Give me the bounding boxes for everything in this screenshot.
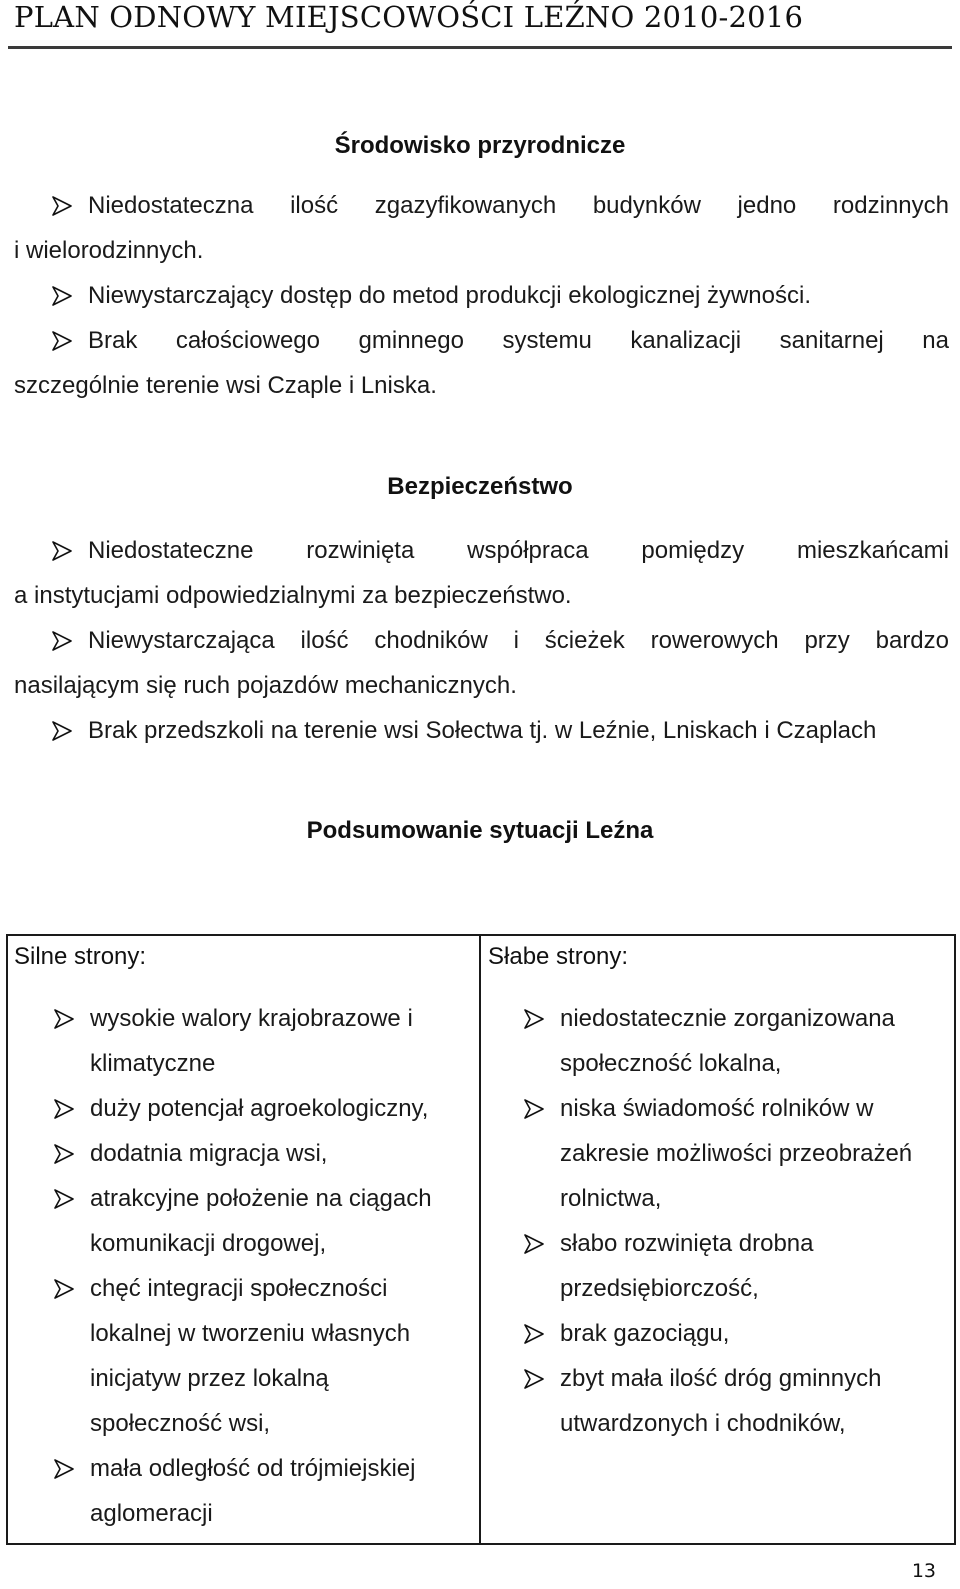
list-item-text: brak gazociągu, bbox=[560, 1320, 730, 1347]
list-item bbox=[522, 1356, 952, 1446]
section-heading-podsumowanie: Podsumowanie sytuacji Leźna bbox=[306, 817, 654, 844]
list-item-text: komunikacji drogowej, bbox=[90, 1230, 327, 1257]
arrow-bullet-icon bbox=[50, 528, 74, 573]
list-item bbox=[522, 1311, 952, 1356]
strengths-header: Silne strony: bbox=[14, 943, 147, 970]
header-divider bbox=[8, 46, 952, 49]
list-item-text: przedsiębiorczość, bbox=[560, 1275, 759, 1302]
list-item-continuation: a instytucjami odpowiedzialnymi za bezpieczeństwo. bbox=[14, 582, 572, 609]
document-title: PLAN ODNOWY MIEJSCOWOŚCI LEŹNO 2010-2016 bbox=[14, 0, 804, 34]
list-item-text: inicjatyw przez lokalną bbox=[90, 1365, 329, 1392]
list-item-text: mała odległość od trójmiejskiej bbox=[90, 1455, 416, 1482]
list-item bbox=[52, 996, 472, 1086]
list-item-text: rolnictwa, bbox=[560, 1185, 662, 1212]
list-item-continuation: i wielorodzinnych. bbox=[14, 237, 204, 264]
arrow-bullet-icon bbox=[522, 1086, 546, 1131]
list-item-text: społeczność lokalna, bbox=[560, 1050, 782, 1077]
list-item-text: chęć integracji społeczności bbox=[90, 1275, 388, 1302]
arrow-bullet-icon bbox=[50, 273, 74, 318]
swot-table bbox=[6, 934, 956, 1545]
list-item bbox=[50, 273, 950, 318]
list-item bbox=[52, 1131, 472, 1176]
weaknesses-list bbox=[522, 996, 952, 1446]
arrow-bullet-icon bbox=[50, 708, 74, 753]
list-item-text: atrakcyjne położenie na ciągach bbox=[90, 1185, 432, 1212]
list-item bbox=[14, 183, 950, 273]
list-item bbox=[522, 996, 952, 1086]
page-header bbox=[0, 0, 960, 48]
arrow-bullet-icon bbox=[52, 1446, 76, 1491]
strengths-list bbox=[52, 996, 472, 1536]
section-heading-bezpieczenstwo: Bezpieczeństwo bbox=[387, 473, 573, 500]
list-item-text: Niedostateczne rozwinięta współpraca pomiędzy mieszkańcami bbox=[88, 537, 949, 564]
list-item-text: Niewystarczająca ilość chodników i ścieżek rowerowych przy bardzo bbox=[88, 627, 949, 654]
list-item-text: Niewystarczający dostęp do metod produkcji ekologicznej żywności. bbox=[88, 282, 811, 309]
list-item-text: słabo rozwinięta drobna bbox=[560, 1230, 814, 1257]
column-divider bbox=[479, 936, 481, 1543]
arrow-bullet-icon bbox=[52, 1266, 76, 1311]
list-item bbox=[14, 618, 950, 708]
list-item-text: lokalnej w tworzeniu własnych bbox=[90, 1320, 411, 1347]
arrow-bullet-icon bbox=[50, 183, 74, 228]
list-item-text: utwardzonych i chodników, bbox=[560, 1410, 846, 1437]
list-item-text: Niedostateczna ilość zgazyfikowanych budynków jedno rodzinnych bbox=[88, 192, 949, 219]
list-item bbox=[52, 1266, 472, 1446]
list-item-text: duży potencjał agroekologiczny, bbox=[90, 1095, 429, 1122]
list-item bbox=[52, 1446, 472, 1536]
list-item bbox=[50, 708, 950, 753]
arrow-bullet-icon bbox=[50, 318, 74, 363]
list-item bbox=[14, 318, 950, 408]
list-item-text: społeczność wsi, bbox=[90, 1410, 271, 1437]
arrow-bullet-icon bbox=[50, 618, 74, 663]
list-item-continuation: szczególnie terenie wsi Czaple i Lniska. bbox=[14, 372, 437, 399]
list-item-text: Brak przedszkoli na terenie wsi Sołectwa tj. w Leźnie, Lniskach i Czaplach bbox=[88, 717, 877, 744]
list-item-text: zbyt mała ilość dróg gminnych bbox=[560, 1365, 882, 1392]
arrow-bullet-icon bbox=[52, 996, 76, 1041]
list-item-text: aglomeracji bbox=[90, 1500, 213, 1527]
page-number: 13 bbox=[911, 1560, 936, 1582]
list-item bbox=[522, 1221, 952, 1311]
arrow-bullet-icon bbox=[52, 1086, 76, 1131]
list-item-text: niedostatecznie zorganizowana bbox=[560, 1005, 895, 1032]
arrow-bullet-icon bbox=[522, 1311, 546, 1356]
weaknesses-header: Słabe strony: bbox=[488, 943, 629, 970]
list-item-text: zakresie możliwości przeobrażeń bbox=[560, 1140, 913, 1167]
arrow-bullet-icon bbox=[522, 996, 546, 1041]
list-item-text: Brak całościowego gminnego systemu kanalizacji sanitarnej na bbox=[88, 327, 949, 354]
list-item-text: niska świadomość rolników w bbox=[560, 1095, 874, 1122]
arrow-bullet-icon bbox=[522, 1356, 546, 1401]
list-item bbox=[14, 528, 950, 618]
list-item bbox=[52, 1086, 472, 1131]
list-item-text: klimatyczne bbox=[90, 1050, 216, 1077]
list-item-continuation: nasilającym się ruch pojazdów mechanicznych. bbox=[14, 672, 517, 699]
list-item bbox=[522, 1086, 952, 1221]
arrow-bullet-icon bbox=[52, 1176, 76, 1221]
list-item-text: wysokie walory krajobrazowe i bbox=[90, 1005, 413, 1032]
section-heading-srodowisko: Środowisko przyrodnicze bbox=[334, 132, 626, 159]
list-item-text: dodatnia migracja wsi, bbox=[90, 1140, 328, 1167]
arrow-bullet-icon bbox=[522, 1221, 546, 1266]
arrow-bullet-icon bbox=[52, 1131, 76, 1176]
list-item bbox=[52, 1176, 472, 1266]
